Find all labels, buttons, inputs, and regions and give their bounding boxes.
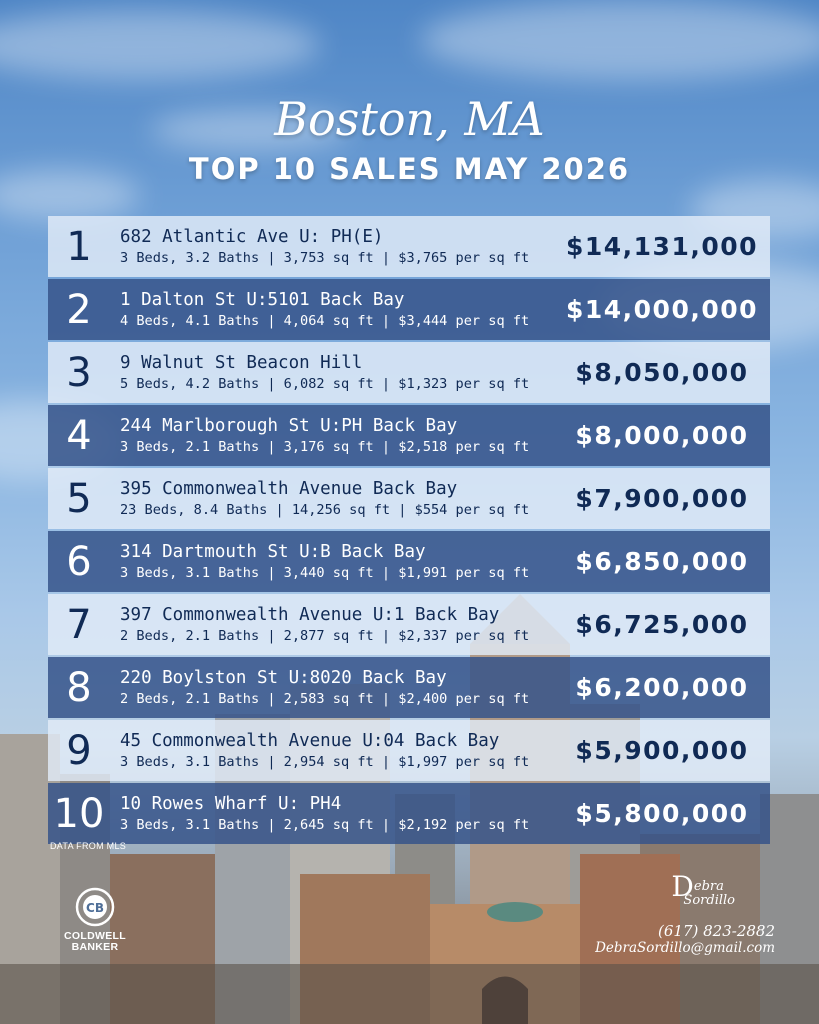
agent-email: DebraSordillo@gmail.com	[595, 940, 775, 956]
sales-row	[48, 594, 770, 655]
sale-address: 220 Boylston St U:8020 Back Bay	[120, 667, 447, 688]
sale-address: 1 Dalton St U:5101 Back Bay	[120, 289, 405, 310]
sale-info	[110, 478, 560, 520]
signature-initial: D	[671, 870, 694, 903]
sale-rank: 4	[66, 412, 92, 459]
sales-row	[48, 531, 770, 592]
sale-price: $6,850,000	[575, 547, 749, 576]
sale-info	[110, 667, 560, 709]
cb-seal-icon	[75, 887, 115, 927]
cb-seal-text: CB	[86, 901, 104, 915]
sale-address: 682 Atlantic Ave U: PH(E)	[120, 226, 384, 247]
sale-details: 3 Beds, 2.1 Baths | 3,176 sq ft | $2,518 per sq ft	[120, 438, 530, 455]
sale-details: 4 Beds, 4.1 Baths | 4,064 sq ft | $3,444 per sq ft	[120, 312, 530, 329]
sale-details: 2 Beds, 2.1 Baths | 2,583 sq ft | $2,400 per sq ft	[120, 690, 530, 707]
signature-last: Sordillo	[683, 893, 735, 908]
sale-details: 23 Beds, 8.4 Baths | 14,256 sq ft | $554 per sq ft	[120, 501, 530, 518]
sale-rank: 8	[66, 664, 92, 711]
signature-first: ebra	[693, 879, 724, 894]
sale-rank: 6	[66, 538, 92, 585]
sale-info	[110, 352, 560, 394]
sale-price: $7,900,000	[575, 484, 749, 513]
sale-details: 5 Beds, 4.2 Baths | 6,082 sq ft | $1,323 per sq ft	[120, 375, 530, 392]
sale-rank: 10	[53, 790, 105, 837]
sale-rank: 1	[66, 223, 92, 270]
agent-signature	[671, 870, 735, 908]
page-subtitle: TOP 10 SALES MAY 2026	[188, 152, 631, 186]
sales-row	[48, 657, 770, 718]
data-source-note: DATA FROM MLS	[50, 841, 127, 851]
sale-info	[110, 604, 560, 646]
sale-address: 314 Dartmouth St U:B Back Bay	[120, 541, 426, 562]
sale-info	[110, 289, 560, 331]
agent-contact	[595, 870, 775, 956]
sale-rank: 9	[66, 727, 92, 774]
sales-table	[48, 216, 770, 846]
sales-row	[48, 783, 770, 844]
page-title: Boston, MA	[274, 92, 545, 146]
sale-price: $14,000,000	[565, 295, 759, 324]
sale-address: 10 Rowes Wharf U: PH4	[120, 793, 342, 814]
sales-row	[48, 342, 770, 403]
sale-info	[110, 415, 560, 457]
sale-details: 3 Beds, 3.1 Baths | 2,645 sq ft | $2,192 per sq ft	[120, 816, 530, 833]
sale-price: $6,725,000	[575, 610, 749, 639]
sale-address: 395 Commonwealth Avenue Back Bay	[120, 478, 458, 499]
coldwell-banker-logo	[62, 887, 128, 953]
sale-info	[110, 730, 560, 772]
sale-rank: 7	[66, 601, 92, 648]
sales-row	[48, 405, 770, 466]
sale-price: $8,050,000	[575, 358, 749, 387]
sale-details: 2 Beds, 2.1 Baths | 2,877 sq ft | $2,337 per sq ft	[120, 627, 530, 644]
sale-address: 244 Marlborough St U:PH Back Bay	[120, 415, 458, 436]
sale-details: 3 Beds, 3.1 Baths | 3,440 sq ft | $1,991 per sq ft	[120, 564, 530, 581]
brand-line-2: BANKER	[71, 941, 119, 953]
sale-rank: 3	[66, 349, 92, 396]
sale-price: $6,200,000	[575, 673, 749, 702]
sale-info	[110, 793, 560, 835]
sales-row	[48, 468, 770, 529]
sale-info	[110, 541, 560, 583]
sale-price: $5,900,000	[575, 736, 749, 765]
sale-price: $14,131,000	[565, 232, 759, 261]
sale-price: $5,800,000	[575, 799, 749, 828]
sale-info	[110, 226, 560, 268]
sale-rank: 5	[66, 475, 92, 522]
sale-address: 45 Commonwealth Avenue U:04 Back Bay	[120, 730, 500, 751]
sales-row	[48, 279, 770, 340]
sales-row	[48, 720, 770, 781]
sale-details: 3 Beds, 3.2 Baths | 3,753 sq ft | $3,765 per sq ft	[120, 249, 530, 266]
sale-address: 9 Walnut St Beacon Hill	[120, 352, 363, 373]
sale-details: 3 Beds, 3.1 Baths | 2,954 sq ft | $1,997 per sq ft	[120, 753, 530, 770]
sale-address: 397 Commonwealth Avenue U:1 Back Bay	[120, 604, 500, 625]
sale-rank: 2	[66, 286, 92, 333]
sale-price: $8,000,000	[575, 421, 749, 450]
agent-phone: (617) 823-2882	[658, 922, 775, 940]
brand-line-1: COLDWELL	[64, 930, 126, 942]
sales-row	[48, 216, 770, 277]
